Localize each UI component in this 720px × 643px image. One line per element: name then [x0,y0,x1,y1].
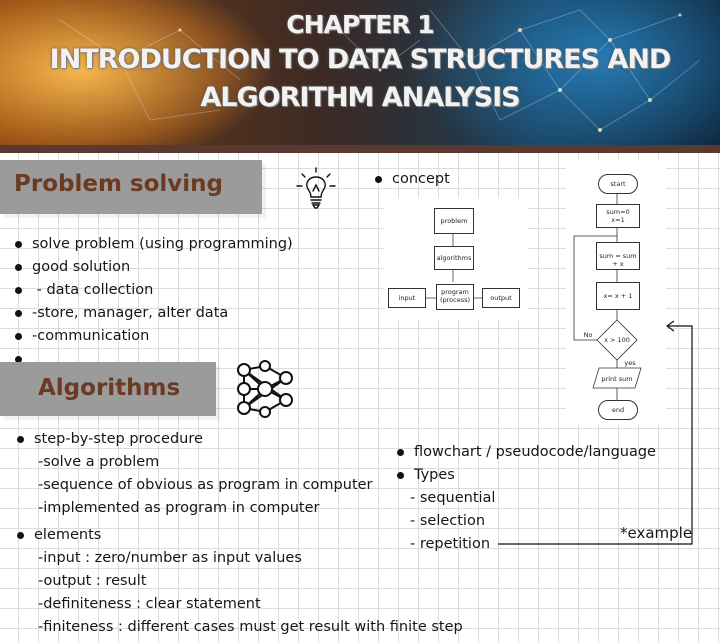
list-item: Types [396,464,656,487]
element-line-4: -finiteness : different cases must get result with finite step [38,619,463,635]
concept-program-box: program (process) [436,284,474,310]
list-item: flowchart / pseudocode/language [396,441,656,464]
type-repetition: - repetition [410,536,491,552]
element-line-1: -input : zero/number as input values [38,550,302,566]
step-line-1: -solve a problem [38,454,160,470]
title-line-3: ALGORITHM ANALYSIS [200,82,520,113]
concept-input-box: input [388,288,426,308]
flowchart-print-label: print sum [601,375,633,383]
title-line-2: INTRODUCTION TO DATA STRUCTURES AND [49,44,671,75]
flowchart-init-node: sum=0 x=1 [596,204,640,228]
list-item: good solution [14,256,293,279]
flowchart-end-node: end [598,400,638,420]
element-line-2: -output : result [38,573,147,589]
flowchart-condition-label: x > 100 [604,336,630,344]
list-item: concept [374,168,450,191]
example-label: *example [620,524,693,542]
flowchart-yes-label: yes [624,359,636,367]
flowchart-no-label: No [583,331,593,339]
flowchart-start-node: start [598,174,638,194]
flowchart-increment-node: x= x + 1 [596,282,640,310]
list-item: -store, manager, alter data [14,302,293,325]
problem-solving-heading: Problem solving [14,171,224,197]
concept-problem-box: problem [434,208,474,234]
list-item: elements [16,524,101,547]
element-line-3: -definiteness : clear statement [38,596,261,612]
chapter-title: CHAPTER 1 [286,10,434,39]
concept-algorithms-box: algorithms [434,246,474,270]
concept-output-box: output [482,288,520,308]
algorithms-heading: Algorithms [38,375,181,401]
list-item: - data collection [14,279,293,302]
step-line-3: -implemented as program in computer [38,500,320,516]
step-line-2: -sequence of obvious as program in computer [38,477,373,493]
list-item: solve problem (using programming) [14,233,293,256]
list-item: -communication [14,325,293,348]
flowchart-add-node: sum = sum + x [596,242,640,270]
list-item: step-by-step procedure [16,428,203,451]
type-sequential: - sequential [410,490,496,506]
type-selection: - selection [410,513,486,529]
